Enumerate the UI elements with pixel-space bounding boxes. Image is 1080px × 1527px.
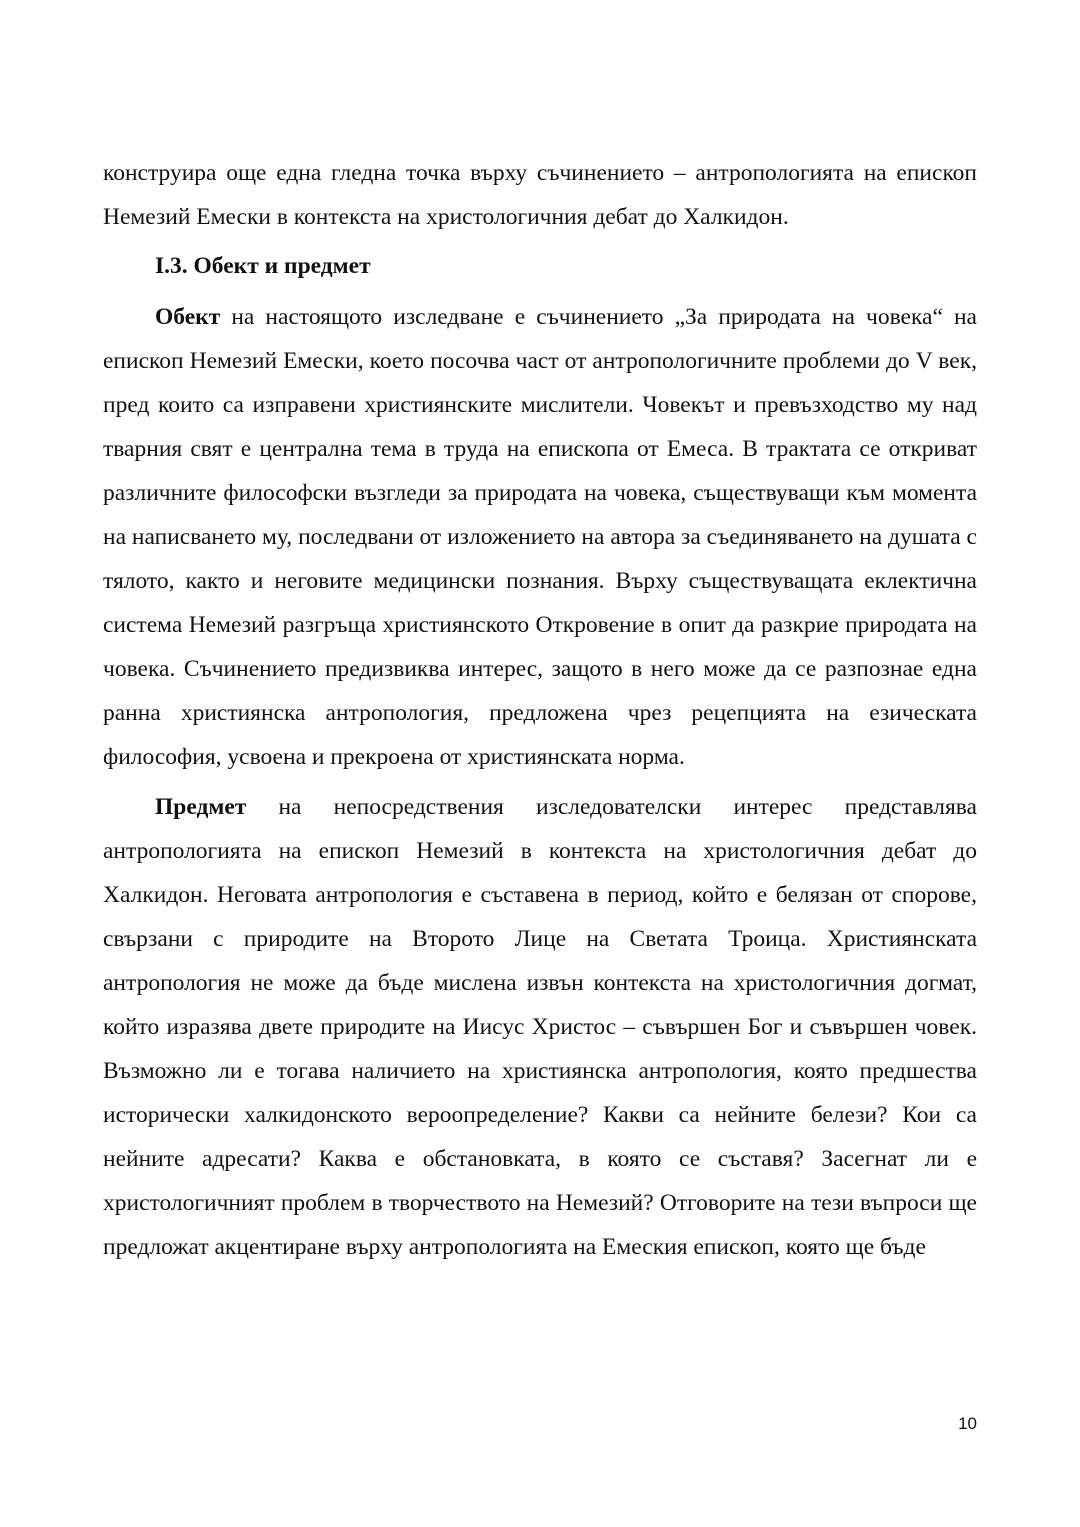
object-term: Обект xyxy=(155,304,221,330)
subject-term: Предмет xyxy=(155,794,247,820)
paragraph-object xyxy=(103,295,977,779)
paragraph-subject xyxy=(103,785,977,1269)
paragraph-intro: конструира още една гледна точка върху съчинението – антропологията на епископ Немезий Емески в контекста на христологичния дебат до Халкидон. xyxy=(103,160,977,230)
object-text: на настоящото изследване е съчинението „За природата на човека“ на епископ Немезий Емески, което посочва част от антропологичните проблеми до V век, пред които са изправени християнските мислители. Човекът и превъзходство му над тварния свят е централна тема в труда на епископа от Емеса. В трактата се откриват различните философски възгледи за природата на човека, съществуващи към момента на написването му, последвани от изложението на автора за съединяването на душата с тялото, както и неговите медицински познания. Върху съществуващата еклектична система Немезий разгръща християнското Откровение в опит да разкрие природата на човека. Съчинението предизвиква интерес, защото в него може да се разпознае една ранна християнска антропология, предложена чрез рецепцията на езическата философия, усвоена и прекроена от християнската норма. xyxy=(103,304,977,770)
subject-text: на непосредствения изследователски интерес представлява антропологията на епископ Немезий в контекста на христологичния дебат до Халкидон. Неговата антропология е съставена в период, който е белязан от спорове, свързани с природите на Второто Лице на Светата Троица. Християнската антропология не може да бъде мислена извън контекста на христологичния догмат, който изразява двете природите на Иисус Христос – съвършен Бог и съвършен човек. Възможно ли е тогава наличието на християнска антропология, която предшества исторически халкидонското вероопределение? Какви са нейните белези? Кои са нейните адресати? Каква е обстановката, в която се съставя? Засегнат ли е христологичният проблем в творчеството на Немезий? Отговорите на тези въпроси ще предложат акцентиране върху антропологията на Емеския епископ, която ще бъде xyxy=(103,794,977,1260)
page-number: 10 xyxy=(958,1414,977,1433)
document-page xyxy=(103,151,977,1269)
section-heading: I.3. Обект и предмет xyxy=(155,253,371,279)
